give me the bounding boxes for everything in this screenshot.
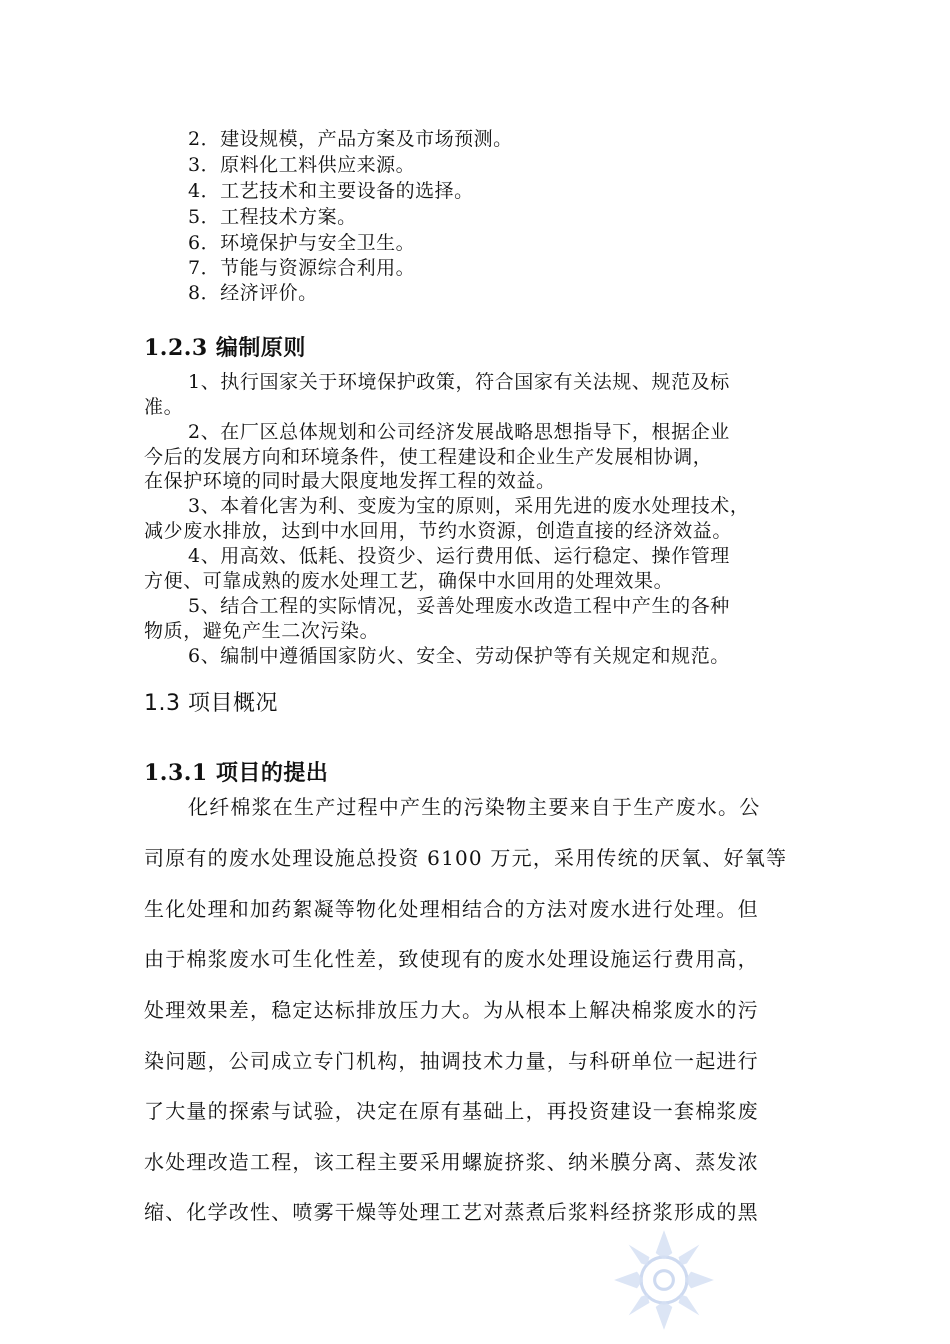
section-heading-1-3: 1.3 项目概况 bbox=[144, 691, 278, 716]
list-item: 4．工艺技术和主要设备的选择。 bbox=[188, 180, 474, 202]
list-item: 6．环境保护与安全卫生。 bbox=[188, 232, 416, 254]
paragraph-line: 2、在厂区总体规划和公司经济发展战略思想指导下，根据企业 bbox=[188, 421, 730, 443]
list-item: 2．建设规模，产品方案及市场预测。 bbox=[188, 128, 513, 150]
paragraph-line: 5、结合工程的实际情况，妥善处理废水改造工程中产生的各种 bbox=[188, 595, 730, 617]
paragraph-line: 水处理改造工程，该工程主要采用螺旋挤浆、纳米膜分离、蒸发浓 bbox=[144, 1150, 759, 1174]
section-heading-1-2-3: 1.2.3 编制原则 bbox=[144, 335, 306, 361]
section-heading-1-3-1: 1.3.1 项目的提出 bbox=[144, 760, 329, 786]
paragraph-line: 减少废水排放，达到中水回用，节约水资源，创造直接的经济效益。 bbox=[144, 520, 733, 542]
paragraph-line: 处理效果差，稳定达标排放压力大。为从根本上解决棉浆废水的污 bbox=[144, 998, 759, 1022]
paragraph-line: 6、编制中遵循国家防火、安全、劳动保护等有关规定和规范。 bbox=[188, 645, 730, 667]
paragraph-line: 3、本着化害为利、变废为宝的原则，采用先进的废水处理技术， bbox=[188, 495, 750, 517]
paragraph-line: 染问题，公司成立专门机构，抽调技术力量，与科研单位一起进行 bbox=[144, 1049, 759, 1073]
paragraph-line: 今后的发展方向和环境条件，使工程建设和企业生产发展相协调， bbox=[144, 446, 713, 468]
list-item: 8．经济评价。 bbox=[188, 282, 318, 304]
list-item: 5．工程技术方案。 bbox=[188, 206, 357, 228]
paragraph-line: 准。 bbox=[144, 396, 184, 418]
paragraph-line: 生化处理和加药絮凝等物化处理相结合的方法对废水进行处理。但 bbox=[144, 897, 759, 921]
list-item: 7．节能与资源综合利用。 bbox=[188, 257, 416, 279]
paragraph-line: 方便、可靠成熟的废水处理工艺，确保中水回用的处理效果。 bbox=[144, 570, 674, 592]
paragraph-line: 在保护环境的同时最大限度地发挥工程的效益。 bbox=[144, 470, 556, 492]
snowflake-logo-icon bbox=[612, 1228, 716, 1332]
paragraph-line: 物质，避免产生二次污染。 bbox=[144, 620, 380, 642]
paragraph-line: 司原有的废水处理设施总投资 6100 万元，采用传统的厌氧、好氧等 bbox=[144, 846, 788, 870]
paragraph-line: 4、用高效、低耗、投资少、运行费用低、运行稳定、操作管理 bbox=[188, 545, 730, 567]
paragraph-line: 由于棉浆废水可生化性差，致使现有的废水处理设施运行费用高， bbox=[144, 947, 759, 971]
paragraph-line: 1、执行国家关于环境保护政策，符合国家有关法规、规范及标 bbox=[188, 371, 730, 393]
paragraph-line: 化纤棉浆在生产过程中产生的污染物主要来自于生产废水。公 bbox=[188, 795, 761, 819]
paragraph-line: 了大量的探索与试验，决定在原有基础上，再投资建设一套棉浆废 bbox=[144, 1099, 759, 1123]
paragraph-line: 缩、化学改性、喷雾干燥等处理工艺对蒸煮后浆料经挤浆形成的黑 bbox=[144, 1200, 759, 1224]
list-item: 3．原料化工料供应来源。 bbox=[188, 154, 416, 176]
